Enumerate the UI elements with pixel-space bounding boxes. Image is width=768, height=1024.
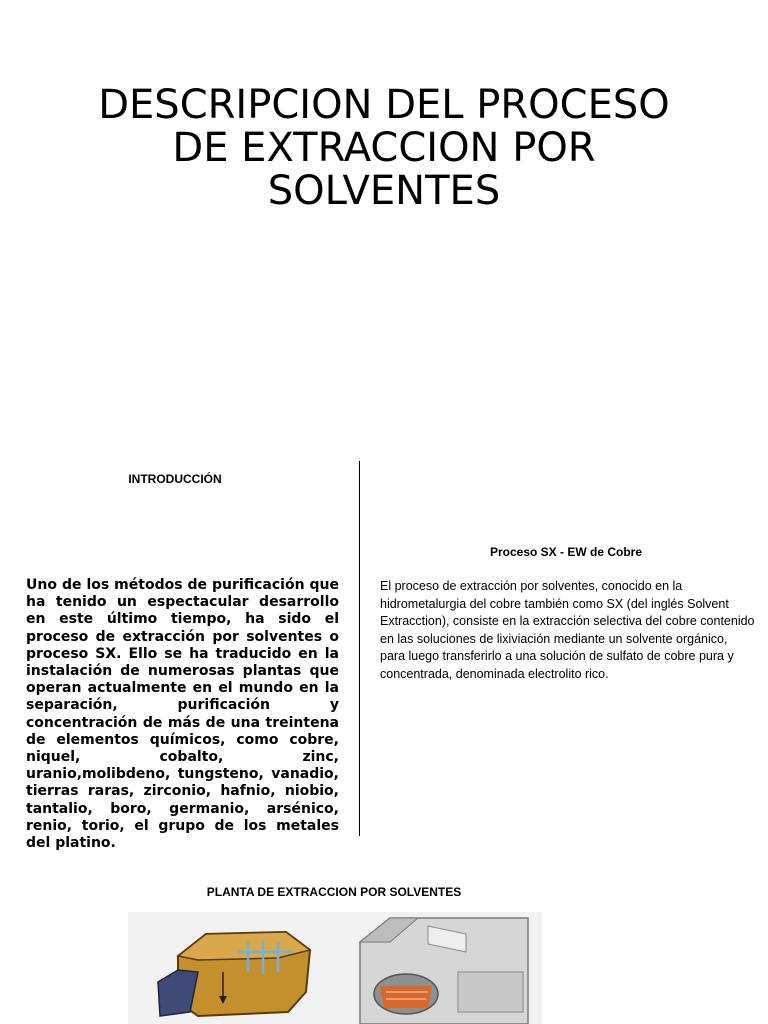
plant-illustration bbox=[128, 912, 542, 1024]
introduction-heading: INTRODUCCIÓN bbox=[128, 472, 222, 486]
settler-tanks bbox=[360, 918, 528, 1024]
page-title: DESCRIPCION DEL PROCESO DE EXTRACCION POR SOLVENTES bbox=[98, 82, 670, 214]
column-divider bbox=[359, 461, 360, 836]
process-body: El proceso de extracción por solventes, conocido en la hidrometalurgia del cobre también como SX (del inglés Solvent Extracction), consiste en la extracción selectiva del cobre contenido en las soluciones de lixiviación mediante un solvente orgánico, para luego transferirlo a una solución de sulfato de cobre pura y concentrada, denominada electrolito rico. bbox=[380, 579, 755, 681]
plant-heading: PLANTA DE EXTRACCION POR SOLVENTES bbox=[206, 885, 462, 899]
introduction-body: Uno de los métodos de purificación que ha tenido un espectacular desarrollo en este último tiempo, ha sido el proceso de extracción por solventes o proceso SX. Ello se ha traducido en la instalación de numerosas plantas que operan actualmente en el mundo en la separación, purificación y concentración de más de una treintena de elementos químicos, como cobre, niquel, cobalto, zinc, uranio,molibdeno, tungsteno, vanadio, tierras raras, zirconio, hafnio, niobio, tantalio, boro, germanio, arsénico, renio, torio, el grupo de los metales del platino. bbox=[26, 577, 339, 852]
process-heading: Proceso SX - EW de Cobre bbox=[489, 545, 643, 559]
